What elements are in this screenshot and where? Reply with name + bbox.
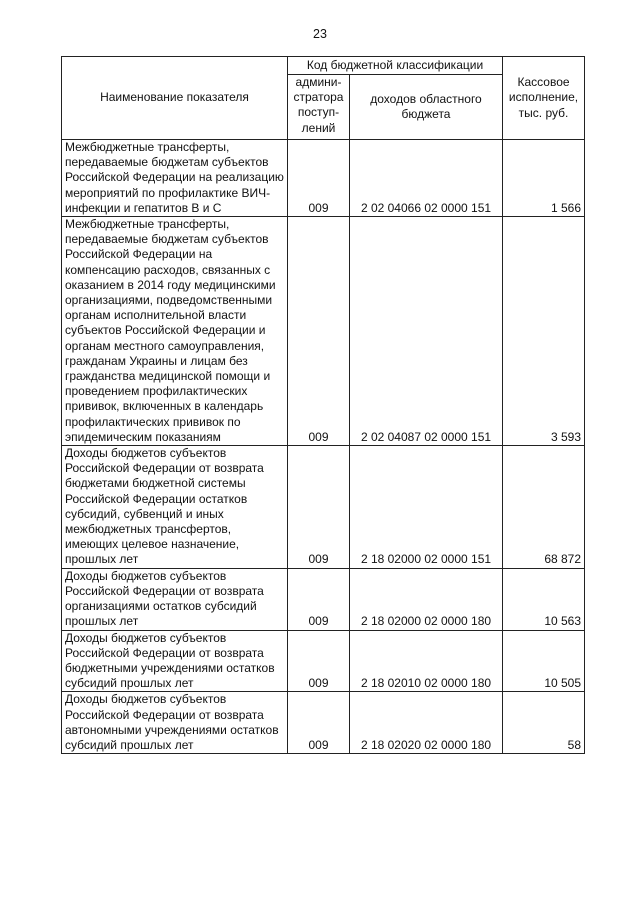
row-admin-code: 009 xyxy=(288,140,350,217)
header-administrator: админи-стратора поступ-лений xyxy=(288,75,350,140)
row-amount: 58 xyxy=(503,692,585,754)
table-row xyxy=(62,140,585,217)
row-indicator-name: Доходы бюджетов субъектов Российской Федерации от возврата бюджетными учреждениями остатков субсидий прошлых лет xyxy=(62,630,288,692)
row-indicator-name: Доходы бюджетов субъектов Российской Федерации от возврата автономными учреждениями остатков субсидий прошлых лет xyxy=(62,692,288,754)
row-amount: 68 872 xyxy=(503,446,585,569)
row-budget-code: 2 18 02000 02 0000 180 xyxy=(350,568,503,630)
row-admin-code: 009 xyxy=(288,217,350,446)
row-budget-code: 2 02 04066 02 0000 151 xyxy=(350,140,503,217)
row-indicator-name: Доходы бюджетов субъектов Российской Федерации от возврата бюджетами бюджетной системы Российской Федерации остатков субсидий, субвенций и иных межбюджетных трансфертов, имеющих целевое назначение, прошлых лет xyxy=(62,446,288,569)
table-body xyxy=(62,140,585,754)
table-row xyxy=(62,446,585,569)
row-amount: 10 505 xyxy=(503,630,585,692)
header-cash-execution: Кассовое исполнение, тыс. руб. xyxy=(503,57,585,140)
row-budget-code: 2 18 02020 02 0000 180 xyxy=(350,692,503,754)
row-indicator-name: Доходы бюджетов субъектов Российской Федерации от возврата организациями остатков субсидий прошлых лет xyxy=(62,568,288,630)
row-budget-code: 2 18 02000 02 0000 151 xyxy=(350,446,503,569)
row-budget-code: 2 18 02010 02 0000 180 xyxy=(350,630,503,692)
row-admin-code: 009 xyxy=(288,630,350,692)
page-number: 23 xyxy=(313,27,327,41)
table-row xyxy=(62,630,585,692)
row-indicator-name: Межбюджетные трансферты, передаваемые бюджетам субъектов Российской Федерации на реализацию мероприятий по профилактике ВИЧ-инфекции и гепатитов В и С xyxy=(62,140,288,217)
row-amount: 3 593 xyxy=(503,217,585,446)
header-regional-income: доходов областного бюджета xyxy=(350,75,503,140)
row-indicator-name: Межбюджетные трансферты, передаваемые бюджетам субъектов Российской Федерации на компенсацию расходов, связанных с оказанием в 2014 году медицинскими организациями, подведомственными органам исполнительной власти субъектов Российской Федерации и органам местного самоуправления, гражданам Украины и лицам без гражданства медицинской помощи и проведением профилактических прививок, включенных в календарь профилактических прививок по эпидемическим показаниям xyxy=(62,217,288,446)
row-admin-code: 009 xyxy=(288,692,350,754)
row-budget-code: 2 02 04087 02 0000 151 xyxy=(350,217,503,446)
table-row xyxy=(62,692,585,754)
row-amount: 10 563 xyxy=(503,568,585,630)
row-admin-code: 009 xyxy=(288,446,350,569)
table-row xyxy=(62,568,585,630)
table-header xyxy=(62,57,585,140)
budget-table xyxy=(61,56,585,754)
header-indicator-name: Наименование показателя xyxy=(62,57,288,140)
header-budget-classification-code: Код бюджетной классификации xyxy=(288,57,503,75)
row-amount: 1 566 xyxy=(503,140,585,217)
row-admin-code: 009 xyxy=(288,568,350,630)
table-row xyxy=(62,217,585,446)
